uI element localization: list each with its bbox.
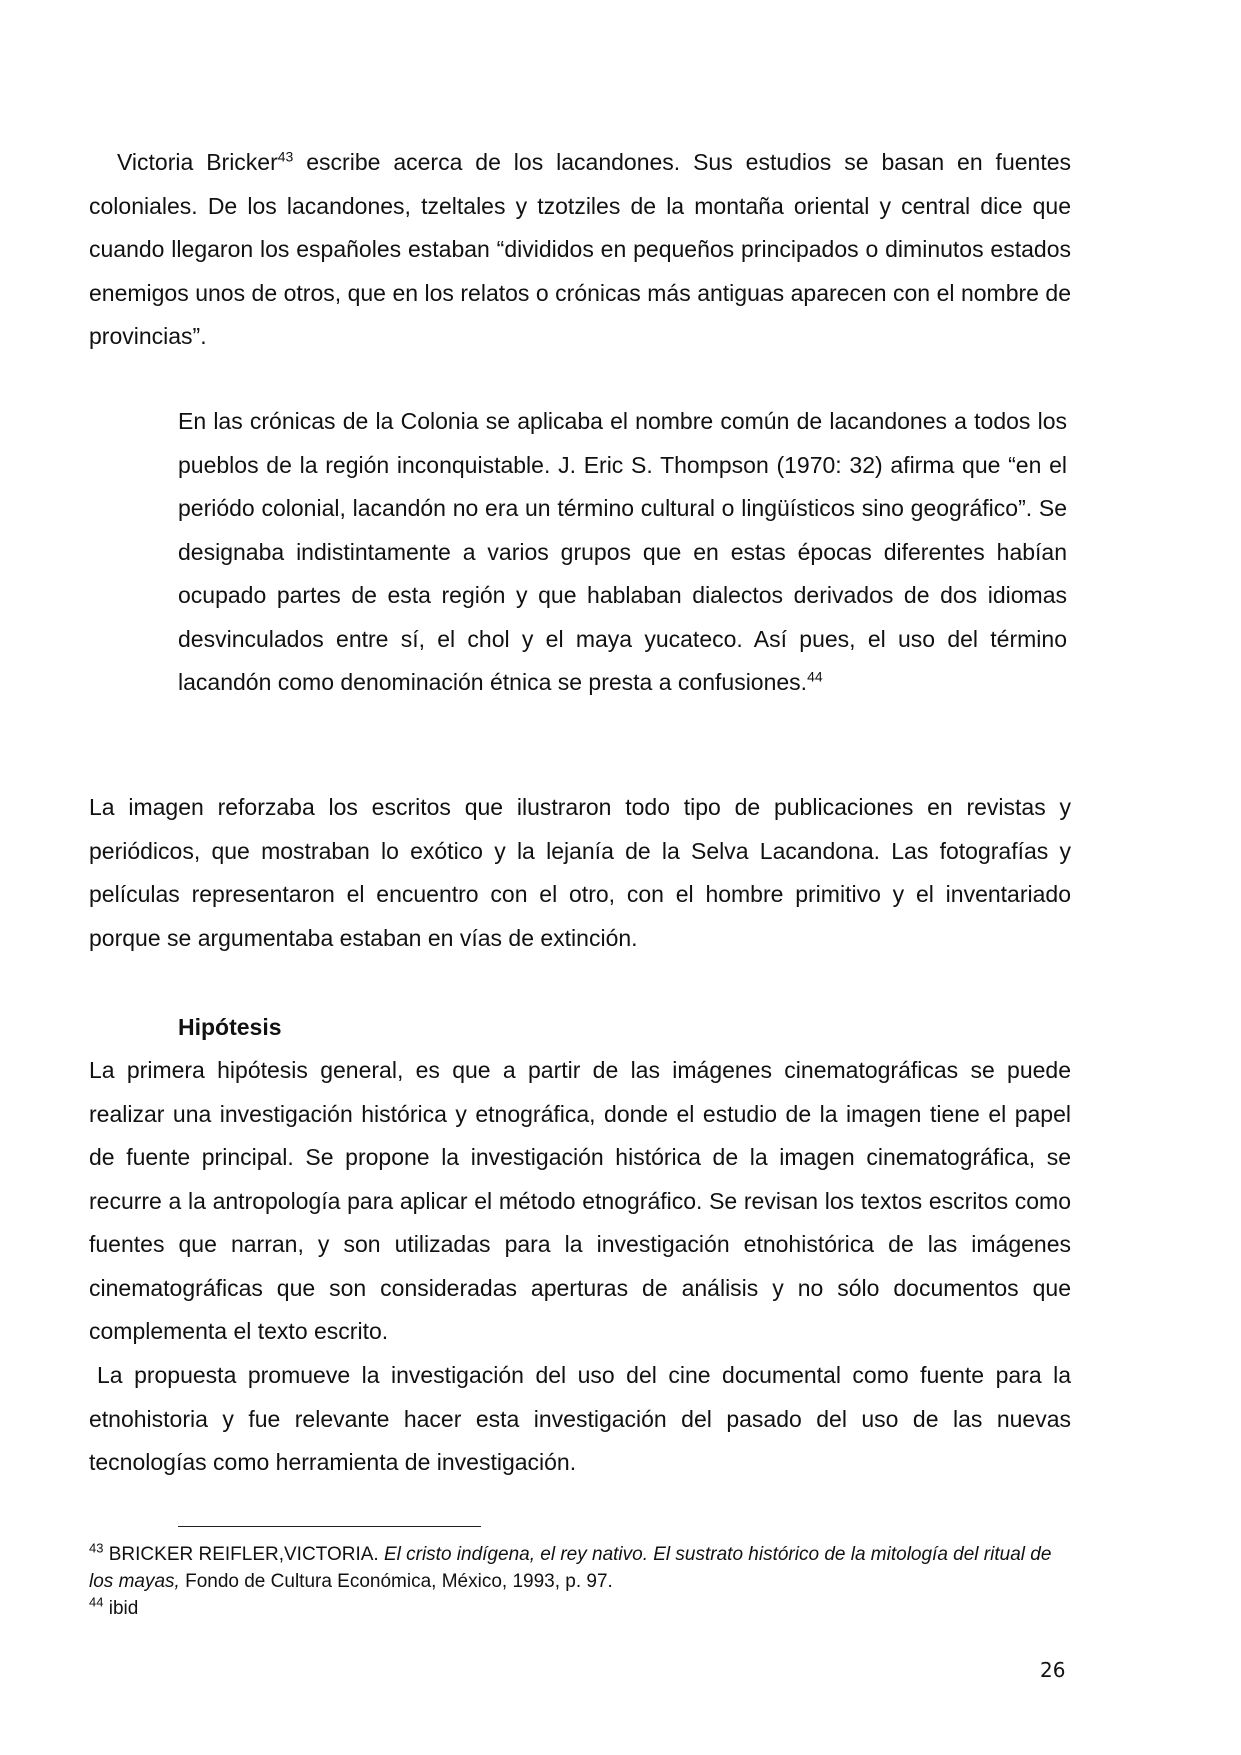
block-quote-text: En las crónicas de la Colonia se aplicaba el nombre común de lacandones a todos los pueblos de la región inconquistable. J. Eric S. Thompson (1970: 32) afirma que “en el periódo colonial, lacandón no era un término cultural o lingüísticos sino geográfico”. Se designaba indistintamente a varios grupos que en estas épocas diferentes habían ocupado partes de esta región y que hablaban dialectos derivados de dos idiomas desvinculados entre sí, el chol y el maya yucateco. Así pues, el uso del término lacandón como denominación étnica se presta a confusiones. xyxy=(178,408,1067,695)
paragraph-body: escribe acerca de los lacandones. Sus estudios se basan en fuentes coloniales. De los lacandones, tzeltales y tzotziles de la montaña oriental y central dice que cuando llegaron los españoles estaban “divididos en pequeños principados o diminutos estados enemigos unos de otros, que en los relatos o crónicas más antiguas aparecen con el nombre de provincias”. xyxy=(89,149,1071,349)
footnote-author: BRICKER REIFLER,VICTORIA. xyxy=(108,1544,384,1565)
paragraph-imagen: La imagen reforzaba los escritos que ilustraron todo tipo de publicaciones en revistas y periódicos, que mostraban lo exótico y la lejanía de la Selva Lacandona. Las fotografías y películas representaron el encuentro con el otro, con el hombre primitivo y el inventariado porque se argumentaba estaban en vías de extinción. xyxy=(89,794,1071,951)
paragraph-bricker xyxy=(89,141,1071,359)
footnote-title: El cristo indígena, el rey nativo. El sustrato histórico de la mitología del ritual de los mayas, xyxy=(89,1544,1052,1592)
footnote-43 xyxy=(89,1541,1071,1595)
footnote-number: 43 xyxy=(89,1540,104,1556)
page-number: 26 xyxy=(1040,1658,1066,1682)
footnote-publisher: Fondo de Cultura Económica, México, 1993, p. 97. xyxy=(179,1571,613,1592)
footnote-ref-43[interactable]: 43 xyxy=(277,148,294,165)
section-heading-hipotesis: Hipótesis xyxy=(178,1014,282,1040)
footnote-44 xyxy=(89,1595,1071,1622)
paragraph-propuesta: La propuesta promueve la investigación del uso del cine documental como fuente para la etnohistoria y fue relevante hacer esta investigación del pasado del uso de las nuevas tecnologías como herramienta de investigación. xyxy=(89,1362,1071,1475)
paragraph-hipotesis: La primera hipótesis general, es que a partir de las imágenes cinematográficas se puede realizar una investigación histórica y etnográfica, donde el estudio de la imagen tiene el papel de fuente principal. Se propone la investigación histórica de la imagen cinematográfica, se recurre a la antropología para aplicar el método etnográfico. Se revisan los textos escritos como fuentes que narran, y son utilizadas para la investigación etnohistórica de las imágenes cinematográficas que son consideradas aperturas de análisis y no sólo documentos que complementa el texto escrito. xyxy=(89,1057,1071,1344)
footnote-text: ibid xyxy=(108,1598,139,1619)
footnote-separator xyxy=(178,1526,481,1527)
footnote-ref-44[interactable]: 44 xyxy=(807,668,823,685)
paragraph-lead: Victoria Bricker xyxy=(117,149,278,175)
block-quote xyxy=(178,400,1067,705)
footnote-number: 44 xyxy=(89,1594,104,1610)
